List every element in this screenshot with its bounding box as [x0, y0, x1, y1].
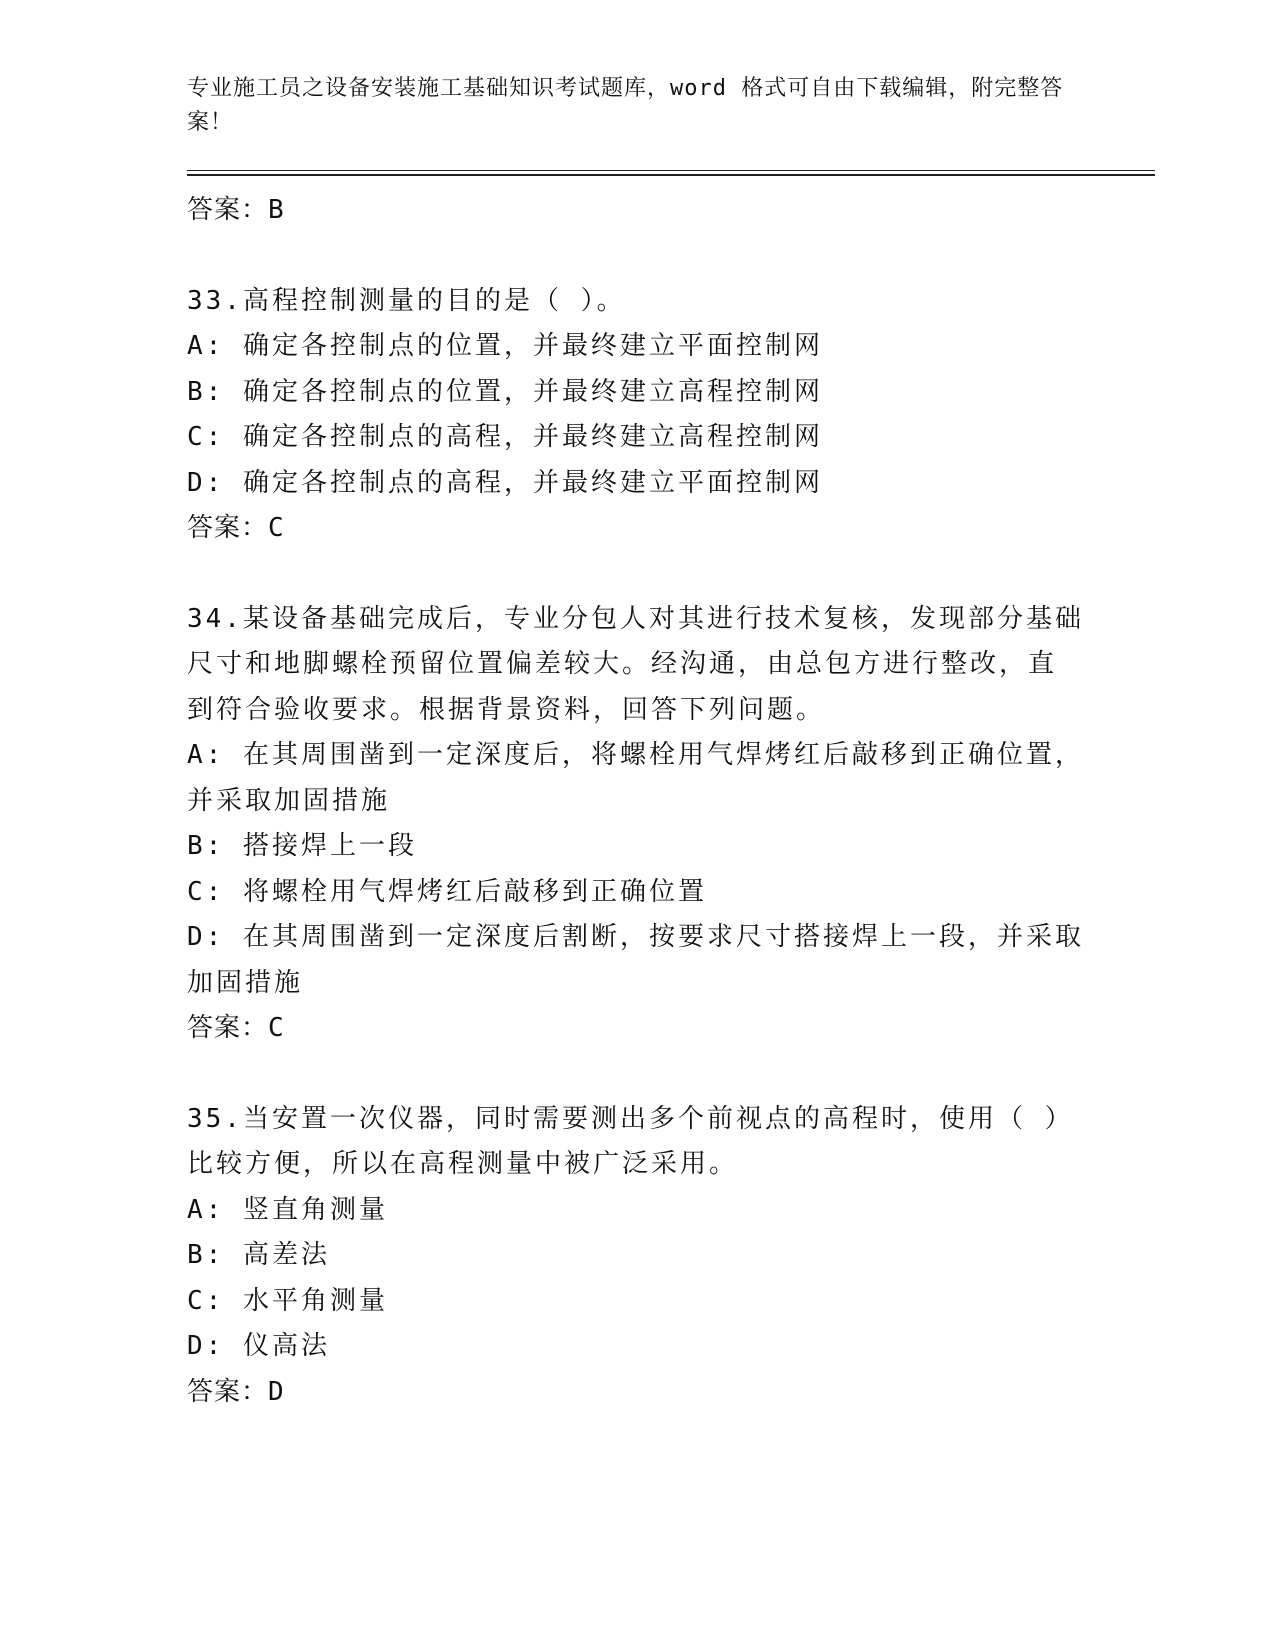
- answer-value: C: [268, 513, 285, 543]
- option-line: D: 仪高法: [187, 1331, 330, 1361]
- header-rule-thin: [187, 170, 1155, 171]
- question-stem-line: 比较方便，所以在高程测量中被广泛采用。: [187, 1149, 739, 1179]
- question-stem-line: 33.高程控制测量的目的是（ ）。: [187, 285, 626, 316]
- option-line: C: 将螺栓用气焊烤红后敲移到正确位置: [187, 876, 707, 907]
- answer-line: [187, 1370, 1087, 1416]
- option-line: B: 高差法: [187, 1240, 330, 1270]
- option-line: B: 确定各控制点的位置，并最终建立高程控制网: [187, 376, 823, 407]
- question-block: [187, 279, 1087, 552]
- header-rule-thick: [187, 174, 1155, 176]
- option-line: C: 确定各控制点的高程，并最终建立高程控制网: [187, 422, 823, 452]
- question-spacer: [187, 234, 1087, 279]
- question-spacer: [187, 1052, 1087, 1097]
- option-line: A: 竖直角测量: [187, 1194, 388, 1225]
- answer-line: [187, 1006, 1087, 1052]
- page-header: 专业施工员之设备安装施工基础知识考试题库，word 格式可自由下载编辑，附完整答案！: [187, 76, 1064, 135]
- question-stem-line: 35.当安置一次仪器，同时需要测出多个前视点的高程时，使用（ ）: [187, 1103, 1074, 1134]
- previous-answer: [187, 188, 1087, 234]
- question-spacer: [187, 552, 1087, 597]
- answer-line: [187, 506, 1087, 552]
- answer-label: 答案：: [187, 513, 269, 543]
- question-content: [187, 188, 1087, 1415]
- answer-value: B: [268, 195, 285, 225]
- question-block: [187, 597, 1087, 1052]
- question-stem-line: 34.某设备基础完成后，专业分包人对其进行技术复核，发现部分基础: [187, 603, 1084, 634]
- question-stem-line: 尺寸和地脚螺栓预留位置偏差较大。经沟通，由总包方进行整改，直: [187, 649, 1058, 679]
- option-line: B: 搭接焊上一段: [187, 831, 417, 861]
- answer-label: 答案：: [187, 1376, 269, 1407]
- option-line: A: 在其周围凿到一定深度后，将螺栓用气焊烤红后敲移到正确位置，: [187, 740, 1084, 770]
- option-line: C: 水平角测量: [187, 1285, 388, 1316]
- answer-label: 答案：: [187, 195, 269, 225]
- question-stem-line: 到符合验收要求。根据背景资料，回答下列问题。: [187, 694, 826, 725]
- answer-value: C: [268, 1013, 285, 1043]
- option-line: 加固措施: [187, 967, 304, 998]
- option-line: D: 确定各控制点的高程，并最终建立平面控制网: [187, 467, 823, 498]
- option-line: A: 确定各控制点的位置，并最终建立平面控制网: [187, 331, 823, 361]
- question-block: [187, 1097, 1087, 1416]
- option-line: 并采取加固措施: [187, 785, 391, 816]
- answer-label: 答案：: [187, 1013, 269, 1043]
- option-line: D: 在其周围凿到一定深度后割断，按要求尺寸搭接焊上一段，并采取: [187, 922, 1084, 952]
- answer-value: D: [268, 1376, 285, 1407]
